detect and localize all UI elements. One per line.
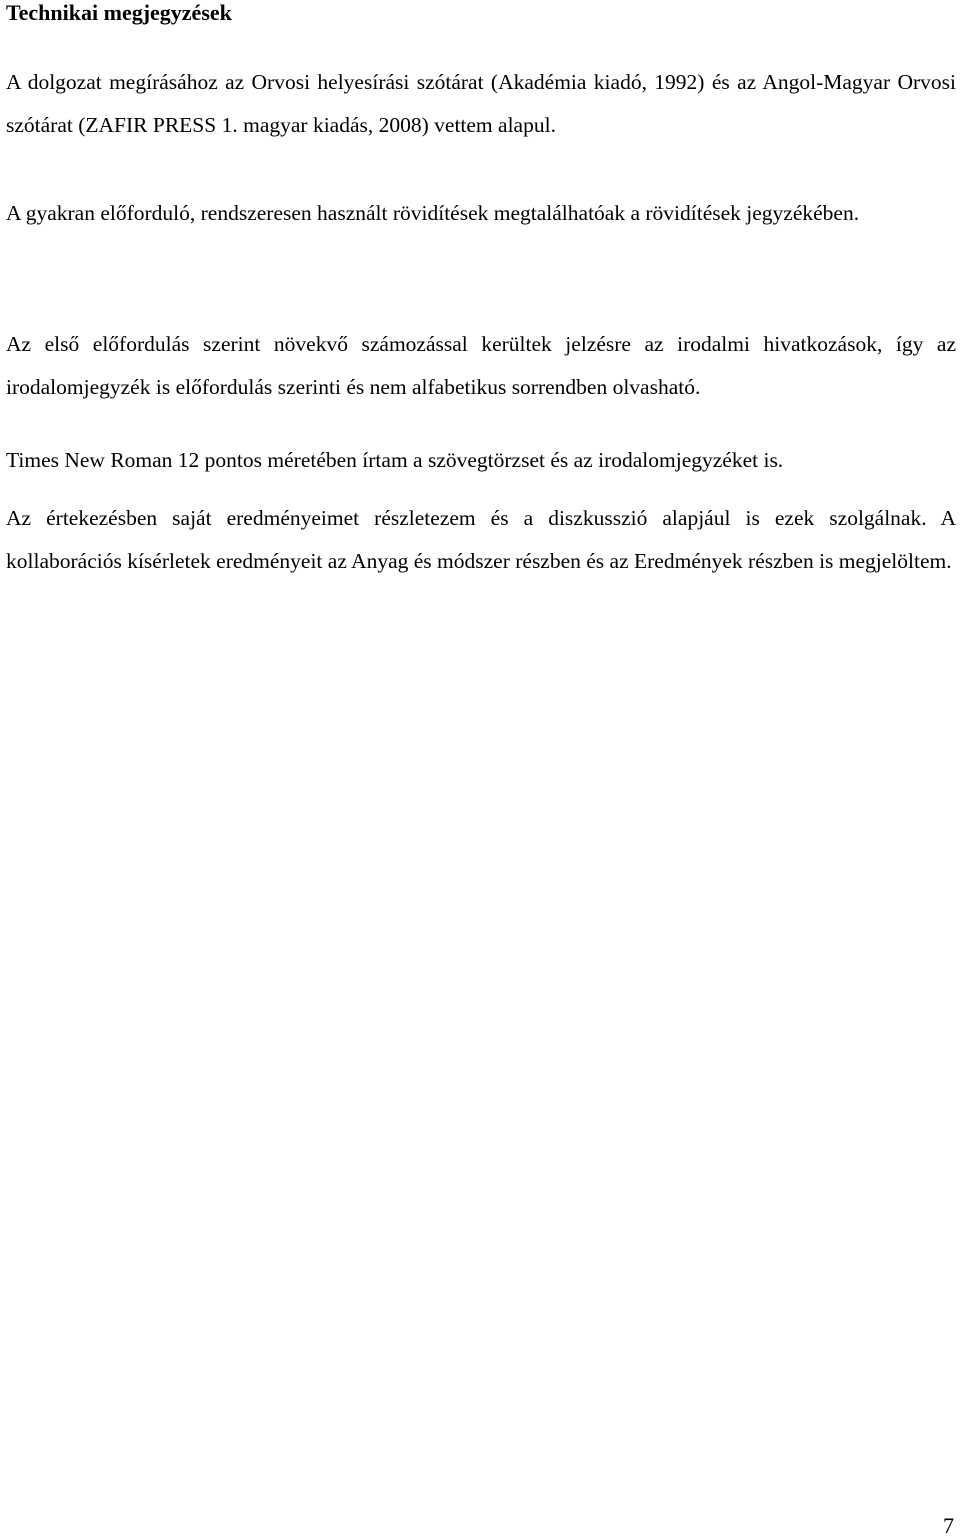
page-number: 7 xyxy=(943,1513,954,1538)
paragraph-font: Times New Roman 12 pontos méretében írtam a szövegtörzset és az irodalomjegyzéket is. xyxy=(6,448,784,472)
section-title: Technikai megjegyzések xyxy=(6,0,232,25)
paragraph-abbreviations: A gyakran előforduló, rendszeresen használt rövidítések megtalálhatóak a rövidítések jegyzékében. xyxy=(6,201,860,225)
paragraph-results: Az értekezésben saját eredményeimet részletezem és a diszkusszió alapjául is ezek szolgálnak. A kollaborációs kísérletek eredményeit az Anyag és módszer részben és az Eredmények részben is megjelöltem. xyxy=(6,506,956,573)
paragraph-references: Az első előfordulás szerint növekvő számozással kerültek jelzésre az irodalmi hivatkozások, így az irodalomjegyzék is előfordulás szerinti és nem alfabetikus sorrendben olvasható. xyxy=(6,332,956,399)
paragraph-dictionaries: A dolgozat megírásához az Orvosi helyesírási szótárat (Akadémia kiadó, 1992) és az Angol-Magyar Orvosi szótárat (ZAFIR PRESS 1. magyar kiadás, 2008) vettem alapul. xyxy=(6,70,956,137)
